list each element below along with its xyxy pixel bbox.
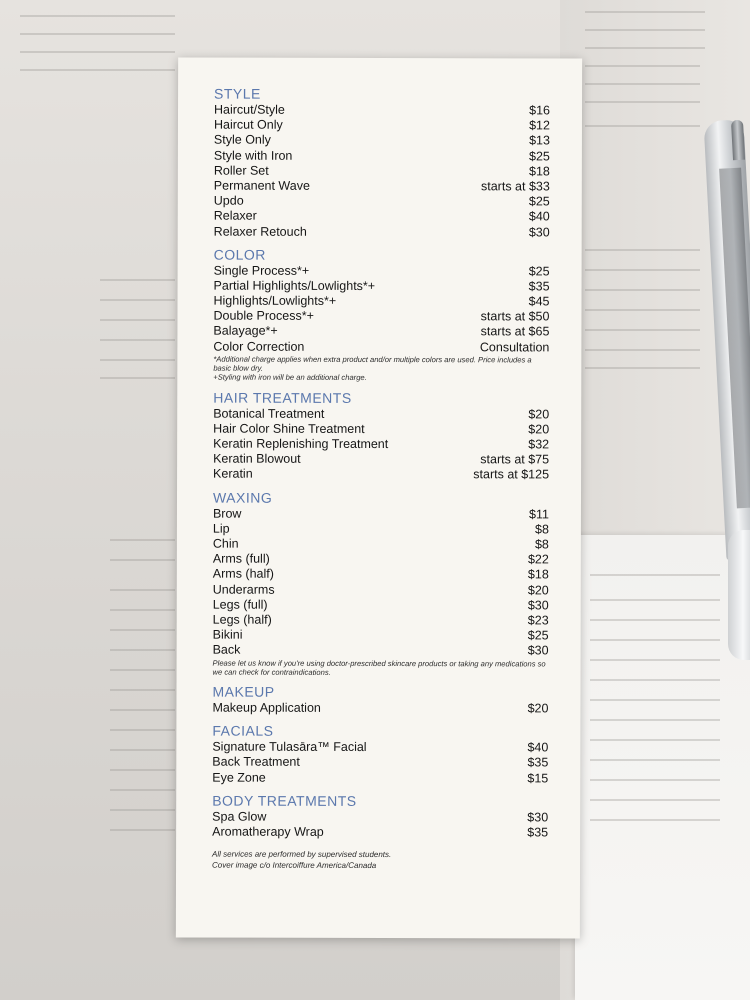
menu-row	[213, 521, 549, 537]
service-price: starts at $75	[480, 452, 550, 467]
service-price: $32	[528, 437, 550, 452]
service-price: $18	[527, 567, 549, 582]
menu-row	[213, 467, 549, 483]
menu-row	[213, 628, 549, 644]
menu-row	[213, 613, 549, 629]
menu-row	[213, 324, 549, 340]
service-price: $40	[528, 209, 550, 224]
menu-row	[214, 103, 550, 119]
color-footnote: *Additional charge applies when extra product and/or multiple colors are used. Price includes a basic blow dry.	[213, 354, 532, 373]
footer-supervision-note: All services are performed by supervised students.	[212, 849, 392, 860]
facials-list	[212, 740, 548, 786]
service-name: Spa Glow	[212, 809, 267, 824]
menu-row	[213, 552, 549, 568]
service-price: $35	[528, 279, 550, 294]
menu-row	[213, 421, 549, 437]
menu-row	[214, 148, 550, 164]
menu-row	[213, 309, 549, 325]
service-price: $20	[528, 422, 550, 437]
service-price: $12	[529, 118, 550, 133]
section-heading-color: COLOR	[213, 246, 266, 263]
background-paper-lower	[575, 535, 750, 1000]
service-price: $25	[529, 148, 550, 164]
section-heading-facials: FACIALS	[212, 722, 274, 740]
hair-treatments-list	[213, 406, 549, 483]
section-heading-makeup: MAKEUP	[212, 683, 275, 700]
service-name: Legs (half)	[212, 612, 272, 627]
service-name: Style Only	[213, 132, 271, 148]
footer-cover-credit: Cover image c/o Intercoiffure America/Canada	[212, 860, 377, 870]
menu-row	[214, 263, 550, 279]
service-price: starts at $125	[473, 467, 550, 482]
section-heading-hair-treatments: HAIR TREATMENTS	[213, 389, 352, 406]
service-price: $20	[528, 407, 550, 422]
service-name: Brow	[212, 506, 242, 521]
menu-row	[214, 224, 550, 240]
service-price: $30	[527, 810, 549, 825]
menu-row	[214, 133, 550, 149]
menu-row	[213, 406, 549, 422]
service-name: Balayage*+	[213, 324, 278, 339]
menu-row	[212, 740, 548, 756]
service-price: $25	[527, 628, 549, 643]
section-heading-style: STYLE	[214, 85, 261, 102]
service-name: Underarms	[212, 582, 275, 597]
menu-row	[213, 582, 549, 598]
menu-row	[212, 825, 548, 841]
service-price: $22	[527, 552, 549, 567]
service-price: $25	[528, 194, 550, 209]
service-price: $30	[527, 643, 549, 658]
service-name: Arms (half)	[212, 566, 274, 582]
service-name: Keratin Blowout	[213, 451, 301, 467]
menu-content	[212, 86, 550, 872]
service-name: Back Treatment	[212, 755, 300, 770]
price-menu-card	[176, 57, 582, 938]
service-name: Haircut/Style	[213, 102, 285, 117]
service-price: $16	[529, 103, 551, 118]
service-price: $20	[527, 701, 549, 716]
menu-row	[214, 118, 550, 134]
service-price: $23	[527, 613, 549, 628]
service-price: $45	[528, 294, 550, 309]
service-price: starts at $65	[480, 324, 550, 339]
service-price: Consultation	[479, 339, 550, 355]
service-name: Signature Tulasāra™ Facial	[212, 739, 367, 755]
service-price: starts at $50	[480, 309, 550, 324]
menu-row	[214, 179, 550, 195]
service-name: Back	[212, 642, 241, 657]
menu-row	[213, 437, 549, 453]
menu-row	[213, 452, 549, 468]
service-name: Hair Color Shine Treatment	[213, 421, 365, 436]
menu-row	[212, 809, 548, 825]
service-name: Makeup Application	[212, 700, 321, 715]
service-price: $35	[527, 755, 549, 770]
service-price: starts at $33	[481, 179, 550, 194]
service-name: Color Correction	[213, 339, 305, 354]
menu-row	[213, 294, 549, 310]
menu-row	[213, 506, 549, 522]
section-heading-body-treatments: BODY TREATMENTS	[212, 792, 357, 809]
service-name: Highlights/Lowlights*+	[213, 293, 337, 308]
menu-row	[212, 770, 548, 786]
menu-row	[213, 597, 549, 613]
service-price: $8	[534, 537, 549, 552]
service-price: $35	[527, 825, 549, 840]
service-name: Eye Zone	[212, 770, 266, 785]
menu-row	[214, 278, 550, 294]
menu-row	[214, 209, 550, 225]
makeup-list	[212, 701, 548, 717]
pen-tip	[731, 120, 745, 161]
service-name: Arms (full)	[212, 551, 270, 566]
service-price: $25	[528, 264, 550, 279]
service-name: Lip	[212, 521, 230, 536]
service-name: Bikini	[212, 627, 243, 642]
second-pen	[728, 530, 750, 660]
service-name: Double Process*+	[213, 308, 314, 324]
color-list	[213, 263, 549, 355]
menu-row	[212, 755, 548, 771]
service-name: Style with Iron	[213, 148, 293, 163]
menu-row	[214, 163, 550, 179]
service-name: Permanent Wave	[213, 178, 310, 193]
service-name: Keratin	[213, 467, 253, 482]
service-name: Updo	[213, 193, 244, 208]
color-footnote-iron: +Styling with iron will be an additional charge.	[213, 372, 367, 383]
menu-row	[213, 643, 549, 659]
service-name: Chin	[212, 536, 239, 551]
service-name: Keratin Replenishing Treatment	[213, 436, 389, 452]
service-name: Relaxer	[213, 208, 257, 223]
service-name: Botanical Treatment	[213, 406, 325, 421]
waxing-list	[213, 506, 549, 659]
service-price: $11	[529, 507, 549, 522]
style-list	[214, 103, 550, 241]
menu-row	[212, 701, 548, 717]
service-price: $30	[528, 224, 550, 239]
menu-row	[213, 537, 549, 553]
body-treatments-list	[212, 809, 548, 840]
service-name: Partial Highlights/Lowlights*+	[213, 278, 376, 293]
service-name: Relaxer Retouch	[213, 224, 307, 239]
service-name: Haircut Only	[213, 117, 283, 132]
service-price: $18	[528, 164, 550, 179]
service-name: Roller Set	[213, 163, 269, 178]
service-price: $20	[527, 582, 549, 598]
service-price: $40	[527, 740, 549, 755]
service-name: Legs (full)	[212, 597, 268, 612]
service-price: $13	[529, 133, 550, 148]
menu-row	[213, 339, 549, 355]
service-name: Aromatherapy Wrap	[212, 824, 324, 839]
menu-row	[213, 567, 549, 583]
section-heading-waxing: WAXING	[212, 489, 273, 506]
service-price: $8	[534, 522, 549, 537]
waxing-footnote: Please let us know if you're using doctor-prescribed skincare products or taking any medications so we can check for contraindications.	[212, 658, 546, 677]
menu-footer	[212, 850, 548, 872]
service-price: $15	[527, 771, 549, 786]
service-name: Single Process*+	[213, 263, 310, 278]
menu-row	[214, 194, 550, 210]
service-price: $30	[527, 598, 549, 613]
